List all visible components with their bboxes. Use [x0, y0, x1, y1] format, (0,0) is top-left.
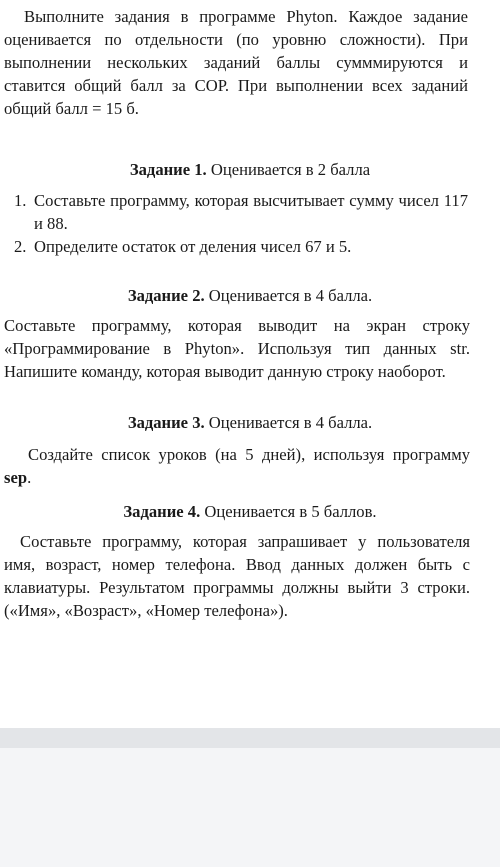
task3-text	[4, 443, 470, 489]
task2-heading	[0, 284, 500, 307]
viewer-background	[0, 748, 500, 867]
task3-title: Задание 3.	[127, 413, 205, 432]
task4-text: Составьте программу, которая запрашивает у пользователя имя, возраст, номер телефона. Ввод данных должен быть с клавиатуры. Результатом программы должны выйти 3 строки. («Имя», «Возраст», «Номер телефона»).	[4, 532, 470, 620]
list-item-number: 1.	[14, 191, 27, 210]
task1-heading	[0, 158, 500, 181]
list-item-text: Определите остаток от деления чисел 67 и 5.	[34, 237, 352, 256]
task3-heading	[0, 411, 500, 434]
task3-keyword: sep	[4, 468, 28, 487]
list-item-number: 2.	[14, 237, 27, 256]
list-item-text: Составьте программу, которая высчитывает сумму чисел 117 и 88.	[34, 191, 468, 233]
intro-paragraph: Выполните задания в программе Phyton. Каждое задание оценивается по отдельности (по уровню сложности). При выполнении нескольких заданий баллы сумммируются и ставится общий балл за СОР. При выполнении всех заданий общий балл = 15 б.	[4, 7, 468, 118]
list-item	[14, 189, 468, 235]
task4-score: Оценивается в 5 баллов.	[200, 502, 377, 521]
task1-score: Оценивается в 2 балла	[206, 160, 371, 179]
task2-score: Оценивается в 4 балла.	[204, 286, 373, 305]
task2-title: Задание 2.	[127, 286, 205, 305]
task3-text-end: .	[27, 468, 32, 487]
task1-list	[14, 189, 468, 258]
task2-text: Составьте программу, которая выводит на экран строку «Программирование в Phyton». Используя тип данных str. Напишите команду, которая выводит данную строку наоборот.	[4, 316, 470, 381]
task3-text-body: Создайте список уроков (на 5 дней), используя программу	[28, 445, 470, 464]
task1-title: Задание 1.	[129, 160, 207, 179]
page-gap	[0, 728, 500, 748]
task4-title: Задание 4.	[123, 502, 201, 521]
task3-score: Оценивается в 4 балла.	[204, 413, 373, 432]
list-item	[14, 235, 468, 258]
task4-heading	[0, 500, 500, 523]
